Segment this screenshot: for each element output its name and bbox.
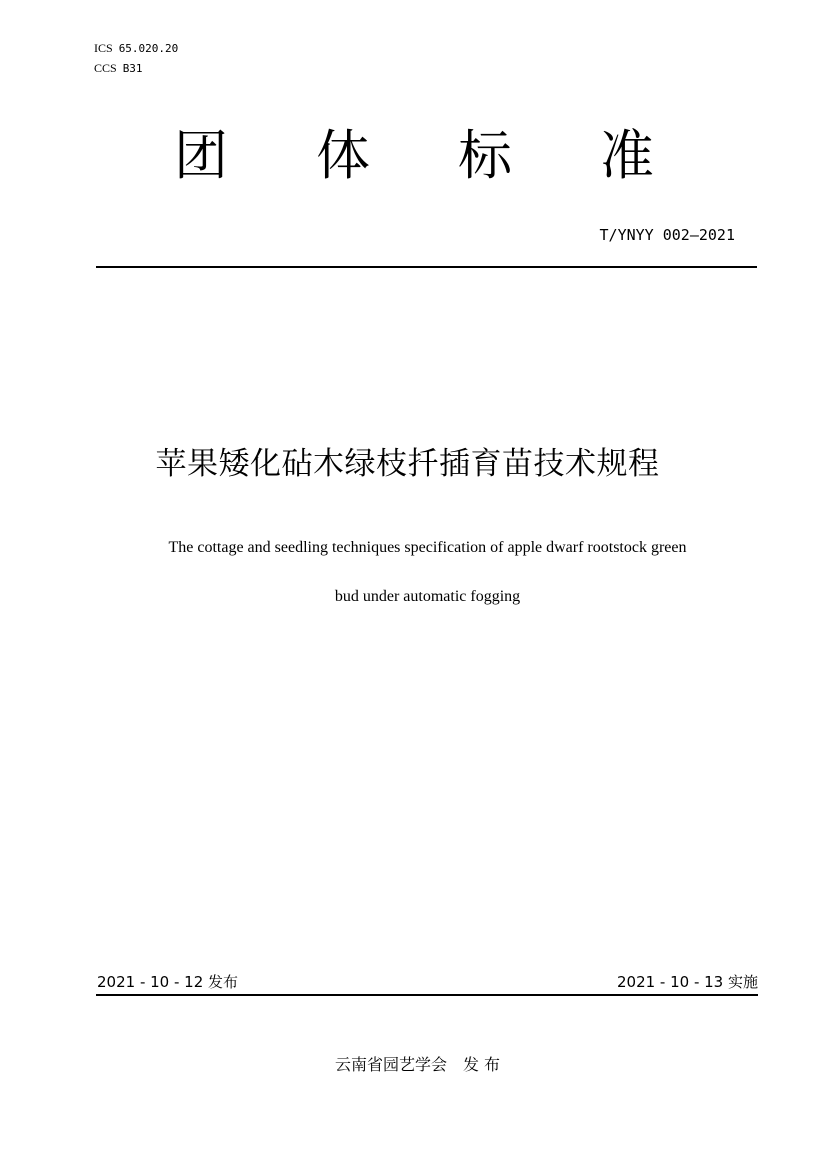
english-title-line-2: bud under automatic fogging — [334, 588, 521, 605]
publisher: 云南省园艺学会 发 布 — [334, 1055, 501, 1074]
english-title-line-1: The cottage and seedling techniques specification of apple dwarf rootstock green — [168, 539, 687, 556]
ics-code — [94, 41, 178, 56]
ccs-code — [94, 61, 143, 76]
chinese-title: 苹果矮化砧木绿枝扦插育苗技术规程 — [155, 446, 660, 482]
ics-value: 65.020.20 — [118, 42, 179, 55]
standard-number: T/YNYY 002—2021 — [599, 226, 735, 244]
bottom-divider — [96, 994, 758, 996]
doc-type-char-1: 团 — [174, 124, 228, 187]
doc-type-char-4: 准 — [600, 124, 654, 187]
top-divider — [96, 266, 757, 268]
doc-type-char-2: 体 — [316, 124, 370, 187]
ccs-label: CCS — [94, 61, 117, 75]
ics-label: ICS — [94, 41, 113, 55]
ccs-value: B31 — [122, 62, 143, 75]
document-type-title — [174, 126, 654, 186]
implementation-date: 2021 - 10 - 13 实施 — [616, 973, 758, 991]
issue-date: 2021 - 10 - 12 发布 — [97, 973, 239, 991]
doc-type-char-3: 标 — [458, 124, 512, 187]
